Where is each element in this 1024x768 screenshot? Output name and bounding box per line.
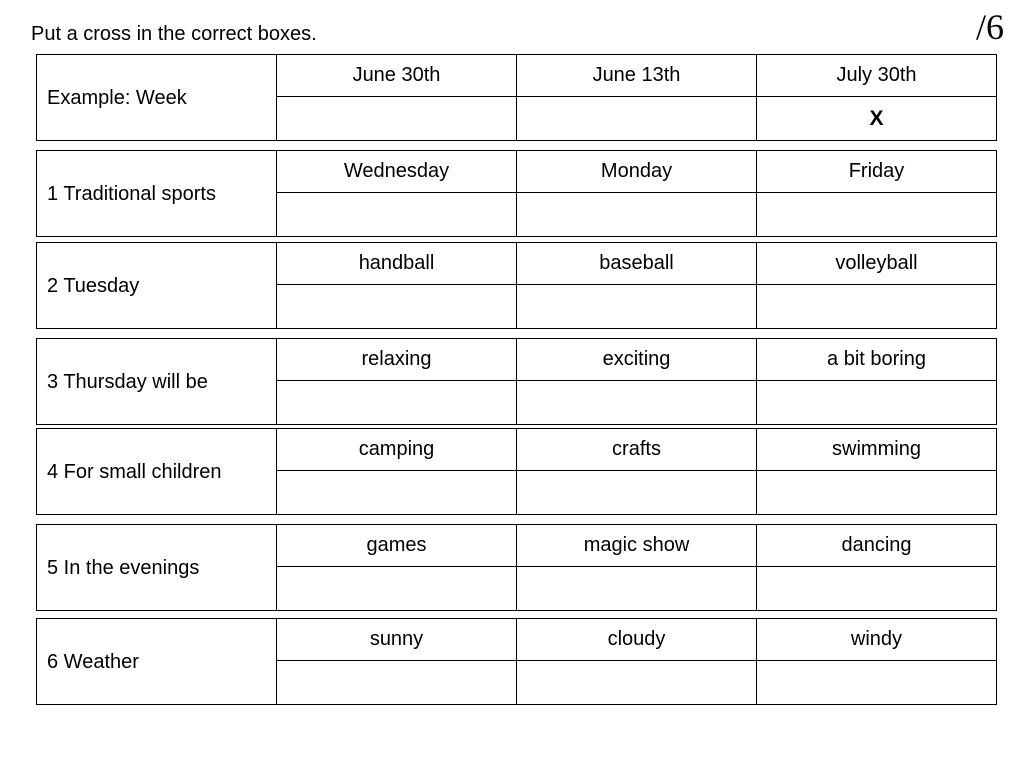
question-table-2 [36, 242, 997, 329]
question-label: 1 Traditional sports [37, 151, 277, 237]
question-table-6 [36, 618, 997, 705]
option-label: sunny [277, 619, 517, 661]
answer-box[interactable] [517, 661, 757, 705]
answer-box[interactable] [517, 97, 757, 141]
score-label: /6 [975, 7, 1004, 47]
answer-box[interactable] [277, 661, 517, 705]
answer-box[interactable] [517, 567, 757, 611]
answer-box[interactable] [277, 97, 517, 141]
instruction-text: Put a cross in the correct boxes. [31, 23, 317, 45]
option-label: dancing [757, 525, 997, 567]
answer-box[interactable] [517, 381, 757, 425]
question-label: 6 Weather [37, 619, 277, 705]
answer-box[interactable] [757, 381, 997, 425]
option-label: swimming [757, 429, 997, 471]
answer-box[interactable] [517, 193, 757, 237]
question-table-3 [36, 338, 997, 425]
option-label: camping [277, 429, 517, 471]
answer-box[interactable] [757, 567, 997, 611]
option-label: windy [757, 619, 997, 661]
answer-box[interactable] [517, 471, 757, 515]
answer-box[interactable]: X [757, 97, 997, 141]
question-label: 5 In the evenings [37, 525, 277, 611]
answer-box[interactable] [277, 471, 517, 515]
option-label: baseball [517, 243, 757, 285]
option-label: volleyball [757, 243, 997, 285]
question-table-4 [36, 428, 997, 515]
option-label: cloudy [517, 619, 757, 661]
option-label: handball [277, 243, 517, 285]
question-table-1 [36, 150, 997, 237]
answer-box[interactable] [277, 567, 517, 611]
option-label: games [277, 525, 517, 567]
question-table-example [36, 54, 997, 141]
answer-box[interactable] [757, 471, 997, 515]
answer-box[interactable] [277, 381, 517, 425]
answer-box[interactable] [277, 285, 517, 329]
answer-box[interactable] [517, 285, 757, 329]
option-label: a bit boring [757, 339, 997, 381]
option-label: June 13th [517, 55, 757, 97]
answer-box[interactable] [757, 193, 997, 237]
question-label: Example: Week [37, 55, 277, 141]
option-label: crafts [517, 429, 757, 471]
answer-box[interactable] [757, 661, 997, 705]
question-label: 3 Thursday will be [37, 339, 277, 425]
option-label: magic show [517, 525, 757, 567]
option-label: exciting [517, 339, 757, 381]
question-table-5 [36, 524, 997, 611]
option-label: Wednesday [277, 151, 517, 193]
option-label: July 30th [757, 55, 997, 97]
option-label: June 30th [277, 55, 517, 97]
answer-box[interactable] [277, 193, 517, 237]
answer-box[interactable] [757, 285, 997, 329]
option-label: Monday [517, 151, 757, 193]
question-label: 4 For small children [37, 429, 277, 515]
option-label: Friday [757, 151, 997, 193]
option-label: relaxing [277, 339, 517, 381]
question-label: 2 Tuesday [37, 243, 277, 329]
